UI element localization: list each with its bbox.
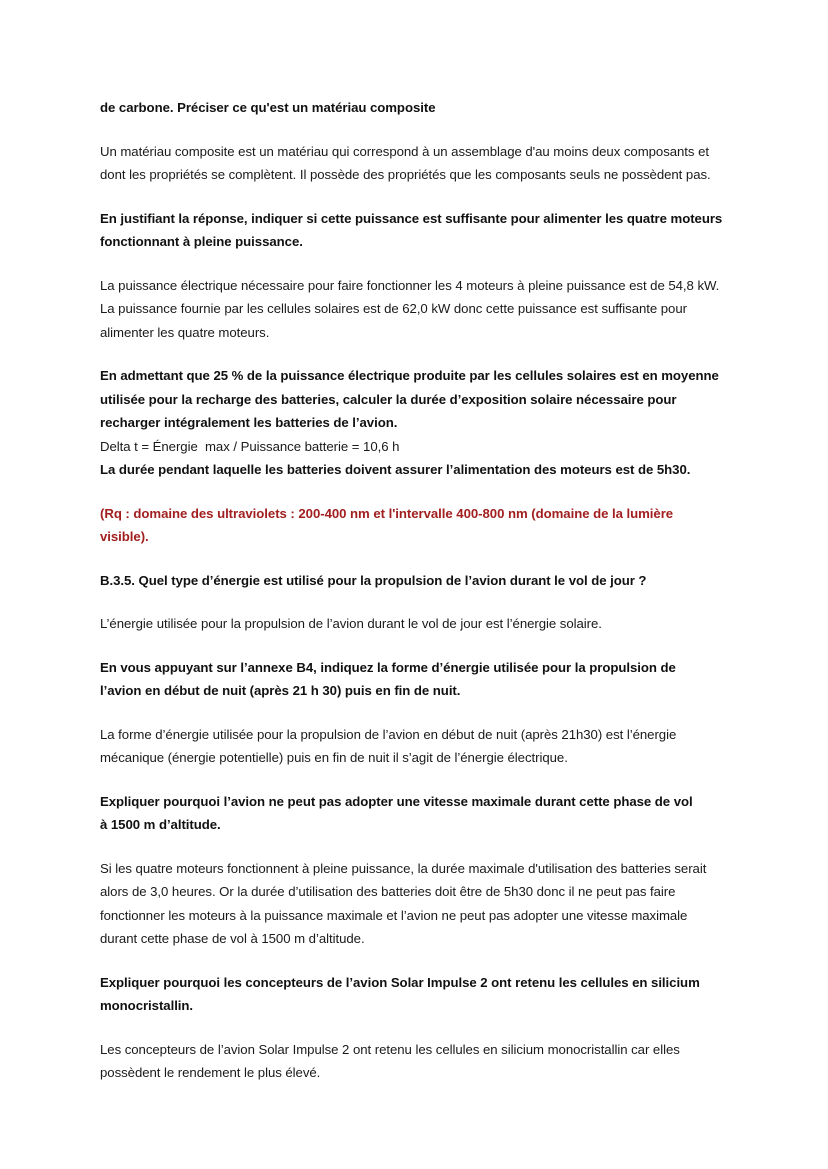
answer-puissance-suffisante: La puissance électrique nécessaire pour faire fonctionner les 4 moteurs à pleine puissance est de 54,8 kW. La puissance fournie par les cellules solaires est de 62,0 kW donc cette puissance est suffisante pour alimenter les quatre moteurs. [100, 277, 720, 340]
spacer [100, 703, 725, 723]
question-b35-type-energie: B.3.5. Quel type d’énergie est utilisé pour la propulsion de l’avion durant le vol de jour ? [100, 572, 647, 588]
spacer [100, 549, 725, 569]
answer-silicium-monocristallin: Les concepteurs de l’avion Solar Impulse 2 ont retenu les cellules en silicium monocristallin car elles possèdent le rendement le plus élevé. [100, 1041, 680, 1080]
answer-annexe-b4: La forme d’énergie utilisée pour la propulsion de l’avion en début de nuit (après 21h30) est l’énergie mécanique (énergie potentielle) puis en fin de nuit il s’agit de l’énergie électrique. [100, 726, 677, 765]
question-recharge-batteries: En admettant que 25 % de la puissance électrique produite par les cellules solaires est en moyenne utilisée pour la recharge des batteries, calculer la durée d’exposition solaire nécessaire pour recharger intégralement les batteries de l’avion. [100, 368, 719, 430]
spacer [100, 951, 725, 971]
spacer [100, 770, 725, 790]
question-silicium-monocristallin: Expliquer pourquoi les concepteurs de l’avion Solar Impulse 2 ont retenu les cellules en silicium monocristallin. [100, 974, 700, 1013]
question-duree-alimentation: La durée pendant laquelle les batteries doivent assurer l’alimentation des moteurs est de 5h30. [100, 462, 691, 477]
question-puissance-suffisante: En justifiant la réponse, indiquer si cette puissance est suffisante pour alimenter les quatre moteurs fonctionnant à pleine puissance. [100, 210, 723, 249]
spacer [100, 636, 725, 656]
question-materiau-composite: de carbone. Préciser ce qu'est un matériau composite [100, 100, 436, 115]
document-body [100, 96, 725, 1085]
spacer [100, 837, 725, 857]
answer-materiau-composite: Un matériau composite est un matériau qui correspond à un assemblage d'au moins deux composants et dont les propriétés se complètent. Il possède des propriétés que les composants seuls ne possèdent pas. [100, 143, 711, 182]
spacer [100, 187, 725, 207]
answer-vitesse-maximale: Si les quatre moteurs fonctionnent à pleine puissance, la durée maximale d'utilisation des batteries serait alors de 3,0 heures. Or la durée d’utilisation des batteries doit être de 5h30 donc il ne peut pas faire fonctionner les moteurs à la puissance maximale et l’avion ne peut pas adopter une vitesse maximale durant cette phase de vol à 1500 m d’altitude. [100, 860, 707, 946]
spacer [100, 482, 725, 502]
question-annexe-b4: En vous appuyant sur l’annexe B4, indiquez la forme d’énergie utilisée pour la propulsion de l’avion en début de nuit (après 21 h 30) puis en fin de nuit. [100, 659, 676, 698]
spacer [100, 254, 725, 274]
answer-b35-type-energie: L’énergie utilisée pour la propulsion de l’avion durant le vol de jour est l’énergie solaire. [100, 616, 602, 631]
spacer [100, 120, 725, 140]
calculation-delta-t: Delta t = Énergie max / Puissance batterie = 10,6 h [100, 438, 400, 454]
spacer [100, 592, 725, 612]
question-vitesse-maximale: Expliquer pourquoi l’avion ne peut pas adopter une vitesse maximale durant cette phase de vol à 1500 m d’altitude. [100, 793, 693, 832]
spacer [100, 1018, 725, 1038]
spacer [100, 344, 725, 364]
note-ultraviolets: (Rq : domaine des ultraviolets : 200-400 nm et l'intervalle 400-800 nm (domaine de la lumière visible). [100, 505, 674, 544]
